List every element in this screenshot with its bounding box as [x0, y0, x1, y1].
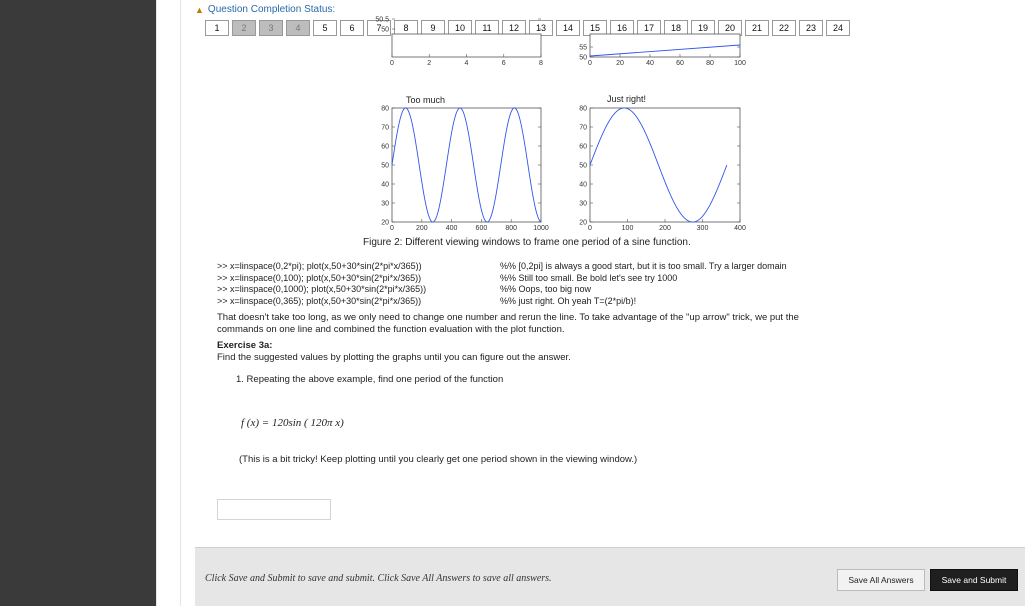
y-tick-label: 55: [579, 44, 587, 52]
question-nav-button[interactable]: 1: [205, 20, 229, 36]
y-tick-label: 60: [381, 143, 389, 151]
matlab-code-block: [217, 261, 787, 307]
code-command: >> x=linspace(0,1000); plot(x,50+30*sin(2*pi*x/365)): [217, 284, 427, 294]
code-line: [217, 261, 787, 273]
question-nav-button[interactable]: 13: [529, 20, 553, 36]
question-nav-button[interactable]: 22: [772, 20, 796, 36]
code-comment: %% Still too small. Be bold let's see try 1000: [500, 272, 678, 283]
question-nav-button[interactable]: 11: [475, 20, 499, 36]
question-nav-button[interactable]: 21: [745, 20, 769, 36]
y-tick-label: 50: [381, 26, 389, 34]
exercise-description: Find the suggested values by plotting the graphs until you can figure out the answer.: [217, 352, 571, 363]
question-nav-button[interactable]: 4: [286, 20, 310, 36]
question-nav-button[interactable]: 15: [583, 20, 607, 36]
x-tick-label: 100: [734, 60, 746, 67]
y-tick-label: 60: [579, 143, 587, 151]
question-nav-button[interactable]: 16: [610, 20, 634, 36]
x-tick-label: 300: [696, 225, 709, 232]
x-tick-label: 400: [734, 225, 746, 232]
left-sidebar: [0, 0, 156, 606]
x-tick-label: 0: [390, 225, 394, 232]
expand-triangle-icon[interactable]: ▲: [195, 4, 204, 15]
x-tick-label: 0: [588, 225, 592, 232]
x-tick-label: 100: [621, 225, 634, 232]
y-tick-label: 80: [579, 105, 587, 113]
code-command: >> x=linspace(0,100); plot(x,50+30*sin(2*pi*x/365)): [217, 272, 422, 283]
footer-instructions: Click Save and Submit to save and submit. Click Save All Answers to save all answers.: [205, 573, 552, 584]
y-tick-label: 80: [381, 105, 389, 113]
plot-title-just-right: Just right!: [607, 94, 647, 104]
save-all-answers-button[interactable]: Save All Answers: [837, 569, 925, 591]
code-command: >> x=linspace(0,2*pi); plot(x,50+30*sin(2*pi*x/365)): [217, 261, 422, 271]
function-formula: f (x) = 120sin ( 120π x): [241, 417, 344, 429]
x-tick-label: 0: [588, 60, 592, 67]
content-gutter: [156, 0, 180, 606]
x-tick-label: 80: [706, 60, 714, 67]
x-tick-label: 4: [464, 60, 469, 67]
question-nav-button[interactable]: 2: [232, 20, 256, 36]
question-completion-status[interactable]: [195, 4, 335, 15]
code-command: >> x=linspace(0,365); plot(x,50+30*sin(2*pi*x/365)): [217, 295, 422, 306]
explanation-text: That doesn't take too long, as we only need to change one number and rerun the line. To take advantage of the "up arrow" trick, we put the commands on one line and combined the function evaluation with the plot function.: [217, 312, 799, 335]
code-comment: %% Oops, too big now: [500, 284, 592, 294]
y-tick-label: 50.5: [375, 16, 389, 24]
y-tick-label: 20: [381, 219, 389, 227]
plot-title-too-much: Too much: [406, 95, 446, 105]
question-nav-button[interactable]: 14: [556, 20, 580, 36]
question-nav-button[interactable]: 24: [826, 20, 850, 36]
question-item: 1. Repeating the above example, find one period of the function: [236, 374, 504, 385]
x-tick-label: 800: [505, 225, 518, 232]
question-nav-button[interactable]: 18: [664, 20, 688, 36]
status-label: Question Completion Status:: [207, 4, 336, 15]
hint-text: (This is a bit tricky! Keep plotting until you clearly get one period shown in the viewing window.): [239, 454, 638, 465]
code-line: [217, 296, 787, 308]
plot-top-right: [590, 34, 740, 57]
question-nav-button[interactable]: 8: [394, 20, 418, 36]
exercise-title: Exercise 3a:: [217, 340, 273, 351]
y-tick-label: 40: [579, 181, 587, 189]
answer-field[interactable]: [217, 499, 331, 520]
y-tick-label: 50: [381, 162, 389, 170]
code-comment: %% just right. Oh yeah T=(2*pi/b)!: [500, 295, 637, 306]
x-tick-label: 40: [646, 60, 654, 67]
x-tick-label: 200: [415, 225, 428, 232]
x-tick-label: 400: [445, 225, 458, 232]
y-tick-label: 30: [579, 200, 587, 208]
figure-caption: Figure 2: Different viewing windows to frame one period of a sine function.: [363, 237, 691, 248]
x-tick-label: 20: [616, 60, 624, 67]
y-tick-label: 40: [381, 181, 389, 189]
y-tick-label: 70: [579, 124, 587, 132]
x-tick-label: 6: [501, 60, 506, 67]
question-nav-button[interactable]: 9: [421, 20, 445, 36]
code-line: [217, 273, 787, 285]
question-nav-button[interactable]: 3: [259, 20, 283, 36]
question-nav-button[interactable]: 5: [313, 20, 337, 36]
question-nav-button[interactable]: 12: [502, 20, 526, 36]
y-tick-label: 70: [381, 124, 389, 132]
x-tick-label: 200: [659, 225, 671, 232]
submit-footer: [195, 547, 1025, 606]
test-content: [180, 0, 1024, 606]
question-nav-button[interactable]: 6: [340, 20, 364, 36]
y-tick-label: 50: [579, 54, 587, 62]
code-comment: %% [0,2pi] is always a good start, but it is too small. Try a larger domain: [500, 261, 787, 271]
y-tick-label: 20: [579, 219, 587, 227]
question-nav-button[interactable]: 20: [718, 20, 742, 36]
x-tick-label: 60: [676, 60, 684, 67]
question-nav-button[interactable]: 7: [367, 20, 391, 36]
question-nav-button[interactable]: 10: [448, 20, 472, 36]
save-and-submit-button[interactable]: Save and Submit: [930, 569, 1018, 591]
x-tick-label: 1000: [533, 225, 549, 232]
y-tick-label: 30: [381, 200, 389, 208]
code-line: [217, 284, 787, 296]
plot-just-right: [590, 108, 740, 222]
question-nav-button[interactable]: 19: [691, 20, 715, 36]
x-tick-label: 2: [427, 60, 432, 67]
x-tick-label: 600: [475, 225, 488, 232]
question-nav-button[interactable]: 23: [799, 20, 823, 36]
question-nav-button[interactable]: 17: [637, 20, 661, 36]
y-tick-label: 50: [579, 162, 587, 170]
x-tick-label: 0: [390, 60, 394, 67]
x-tick-label: 8: [539, 60, 543, 67]
question-navigator: [205, 20, 850, 36]
plot-top-left: [392, 34, 541, 57]
